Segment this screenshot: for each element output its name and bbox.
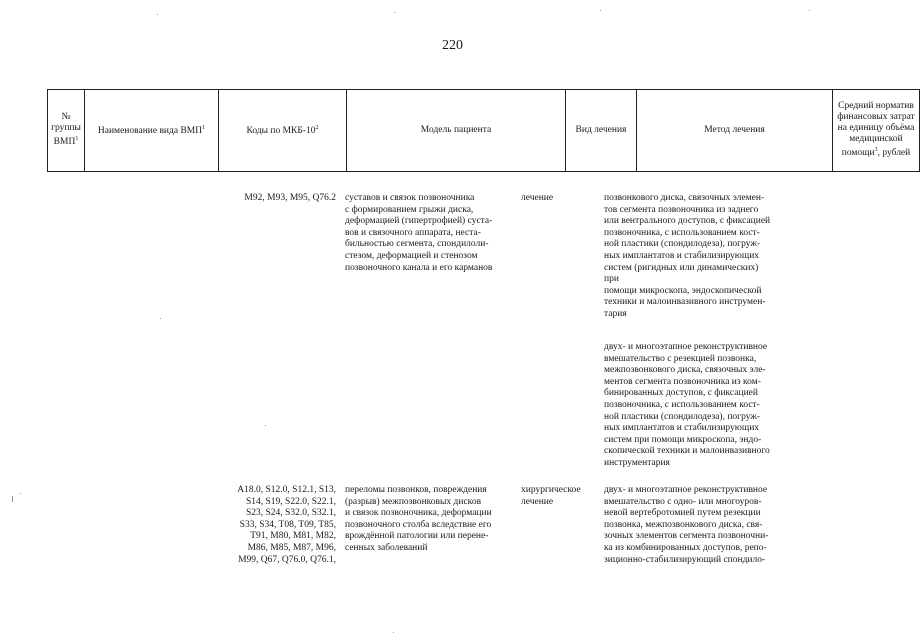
treatment-method-block-1a: позвонкового диска, связочных элемен- тов сегмента позвоночника из заднего или вентрального доступов, с фиксацией позвоночника, с использованием кост- ной пластики (спондилодеза), погруж- ных имплантатов и стабилизирующих систем (ригидных или динамических) при помощи микроскопа, эндоскопической техники и малоинвазивного инструмен- тария [604, 193, 771, 319]
icd-codes-block-1: M92, M93, M95, Q76.2 [244, 193, 336, 203]
scan-speck [393, 632, 394, 633]
patient-model-block-1: суставов и связок позвоночника с формированием грыжи диска, деформацией (гипертрофией) суста- вов и связочного аппарата, неста- бильностью сегмента, спондилоли- стезом, деформацией и стенозом позвоночного канала и его карманов [345, 193, 493, 273]
treatment-method-block-1b: двух- и многоэтапное реконструктивное вмешательство с резекцией позвонка, межпозвонкового диска, связочных эле- ментов сегмента позвоночника из ком- бинированных доступов, с фиксацией позвоночника, с использованием кост- ной пластики (спондилодеза), погруж- ных имплантатов и стабилизирующих систем при помощи микроскопа, эндо- скопической техники и малоинвазивного инструментария [604, 342, 770, 468]
treatment-type-block-2: хирургическое лечение [521, 485, 581, 507]
header-treatment-type: Вид лечения [566, 90, 637, 172]
header-group-number: № группы ВМП$^1$ [48, 90, 85, 172]
scan-speck [394, 12, 395, 13]
scan-speck [160, 318, 161, 319]
scan-speck [157, 14, 158, 15]
header-vmp-name: Наименование вида ВМП$^1$ [85, 90, 219, 172]
icd-codes-block-2: A18.0, S12.0, S12.1, S13, S14, S19, S22.0, S22.1, S23, S24, S32.0, S32.1, S33, S34, T08, T09, T85, T91, M80, M81, M82, M86, M85, M87, M96, M99, Q67, Q76.0, Q76.1, [237, 485, 336, 565]
header-patient-model: Модель пациента [347, 90, 566, 172]
scan-speck [12, 496, 13, 502]
scan-speck [265, 425, 266, 426]
treatment-type-block-1: лечение [521, 193, 554, 203]
patient-model-block-2: переломы позвонков, повреждения (разрыв) межпозвонковых дисков и связок позвоночника, деформации позвоночного столба вследствие его врождённой патологии или перене- сенных заболеваний [345, 485, 492, 553]
page-number: 220 [442, 38, 463, 53]
scan-speck [600, 10, 601, 11]
table-header [47, 89, 920, 172]
header-treatment-method: Метод лечения [637, 90, 833, 172]
scan-speck [809, 10, 810, 11]
scan-speck [20, 493, 21, 494]
header-avg-cost: Средний норматив финансовых затрат на единицу объёма медицинской помощи$^3$, рублей [833, 90, 920, 172]
header-icd-codes: Коды по МКБ-$10^2$ [219, 90, 347, 172]
treatment-method-block-2: двух- и многоэтапное реконструктивное вмешательство с одно- или многоуров- невой вертебротомией путем резекции позвонка, межпозвонкового диска, свя- зочных элементов сегмента позвоночни- ка из комбинированных доступов, репо- зиционно-стабилизирующий спондило- [604, 485, 769, 565]
